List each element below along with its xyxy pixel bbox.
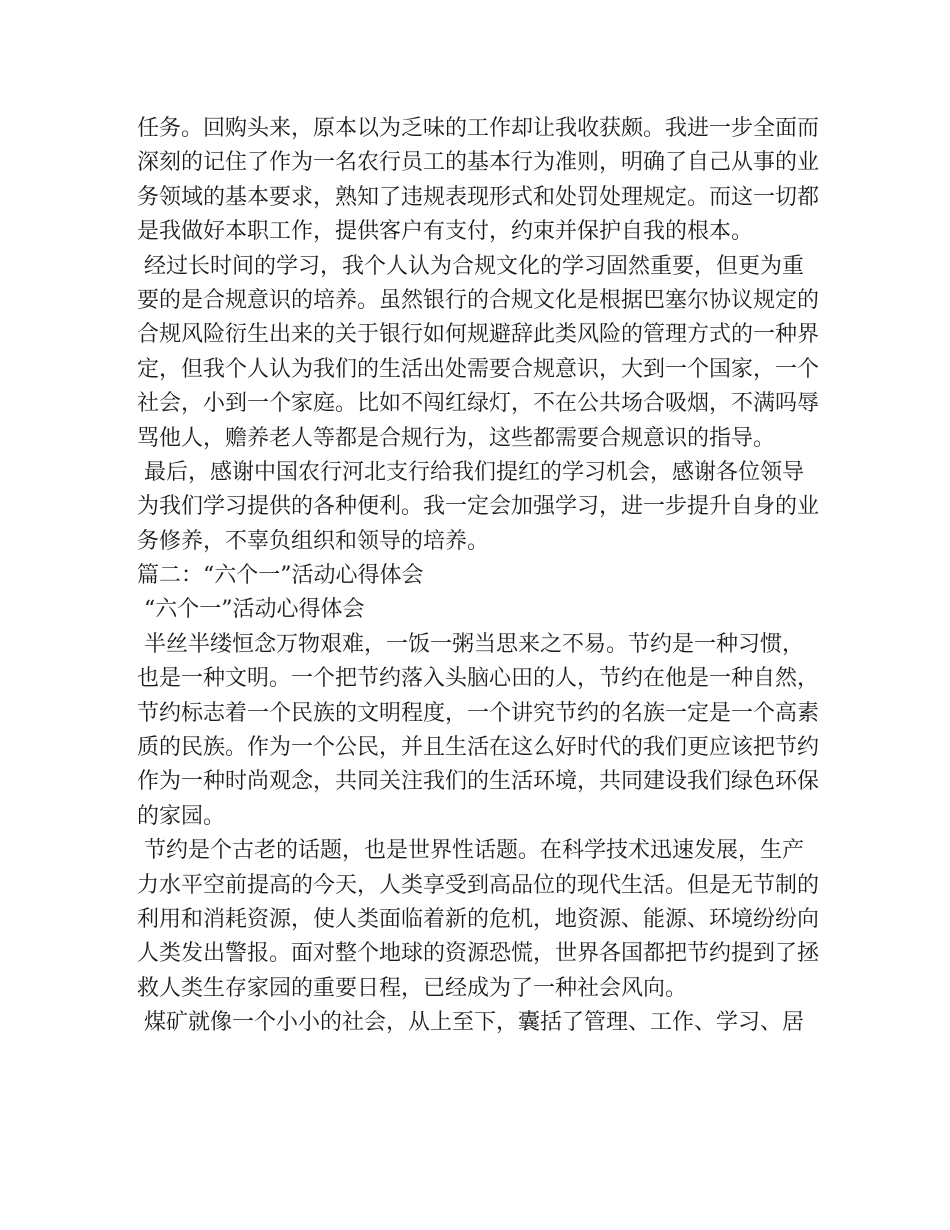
text-line: 人类发出警报。面对整个地球的资源恐慌，世界各国都把节约提到了拯 xyxy=(137,941,820,967)
text-line: 骂他人，赡养老人等都是合规行为，这些都需要合规意识的指导。 xyxy=(137,425,776,451)
text-line: 也是一种文明。一个把节约落入头脑心田的人，节约在他是一种自然， xyxy=(137,666,820,692)
document-body xyxy=(137,112,827,1041)
text-line: 社会，小到一个家庭。比如不闯红绿灯，不在公共场合吸烟，不满吗辱 xyxy=(137,391,820,417)
text-line: 务领域的基本要求，熟知了违规表现形式和处罚处理规定。而这一切都 xyxy=(137,184,820,210)
text-line: 是我做好本职工作，提供客户有支付，约束并保护自我的根本。 xyxy=(137,219,754,245)
text-line: 救人类生存家园的重要日程，已经成为了一种社会风向。 xyxy=(137,975,688,1001)
text-line: 半丝半缕恒念万物艰难，一饭一粥当思来之不易。节约是一种习惯， xyxy=(137,631,804,657)
text-line: 节约标志着一个民族的文明程度，一个讲究节约的名族一定是一个高素 xyxy=(137,700,820,726)
text-line: 任务。回购头来，原本以为乏味的工作却让我收获颇。我进一步全面而 xyxy=(137,116,820,141)
text-line: 为我们学习提供的各种便利。我一定会加强学习，进一步提升自身的业 xyxy=(137,494,820,520)
article-title: “六个一”活动心得体会 xyxy=(137,597,365,623)
text-line: 质的民族。作为一个公民，并且生活在这么好时代的我们更应该把节约 xyxy=(137,735,820,761)
text-line: 要的是合规意识的培养。虽然银行的合规文化是根据巴塞尔协议规定的 xyxy=(137,287,820,313)
text-line: 务修养，不辜负组织和领导的培养。 xyxy=(137,528,490,554)
text-line: 最后，感谢中国农行河北支行给我们提红的学习机会，感谢各位领导 xyxy=(137,459,804,485)
text-line: 深刻的记住了作为一名农行员工的基本行为准则，明确了自己从事的业 xyxy=(137,150,820,176)
text-line: 利用和消耗资源，使人类面临着新的危机，地资源、能源、环境纷纷向 xyxy=(137,906,820,932)
text-line: 煤矿就像一个小小的社会，从上至下，囊括了管理、工作、学习、居 xyxy=(137,1010,804,1036)
text-line: 的家园。 xyxy=(137,803,226,829)
text-line: 力水平空前提高的今天，人类享受到高品位的现代生活。但是无节制的 xyxy=(137,872,820,898)
text-line: 经过长时间的学习，我个人认为合规文化的学习固然重要，但更为重 xyxy=(137,253,804,279)
text-line: 作为一种时尚观念，共同关注我们的生活环境，共同建设我们绿色环保 xyxy=(137,769,820,795)
text-line: 合规风险衍生出来的关于银行如何规避辞此类风险的管理方式的一种界 xyxy=(137,322,820,348)
section-heading: 篇二：“六个一”活动心得体会 xyxy=(137,563,424,589)
text-line: 节约是个古老的话题，也是世界性话题。在科学技术迅速发展，生产 xyxy=(137,838,804,864)
text-line: 定，但我个人认为我们的生活出处需要合规意识，大到一个国家，一个 xyxy=(137,356,820,382)
